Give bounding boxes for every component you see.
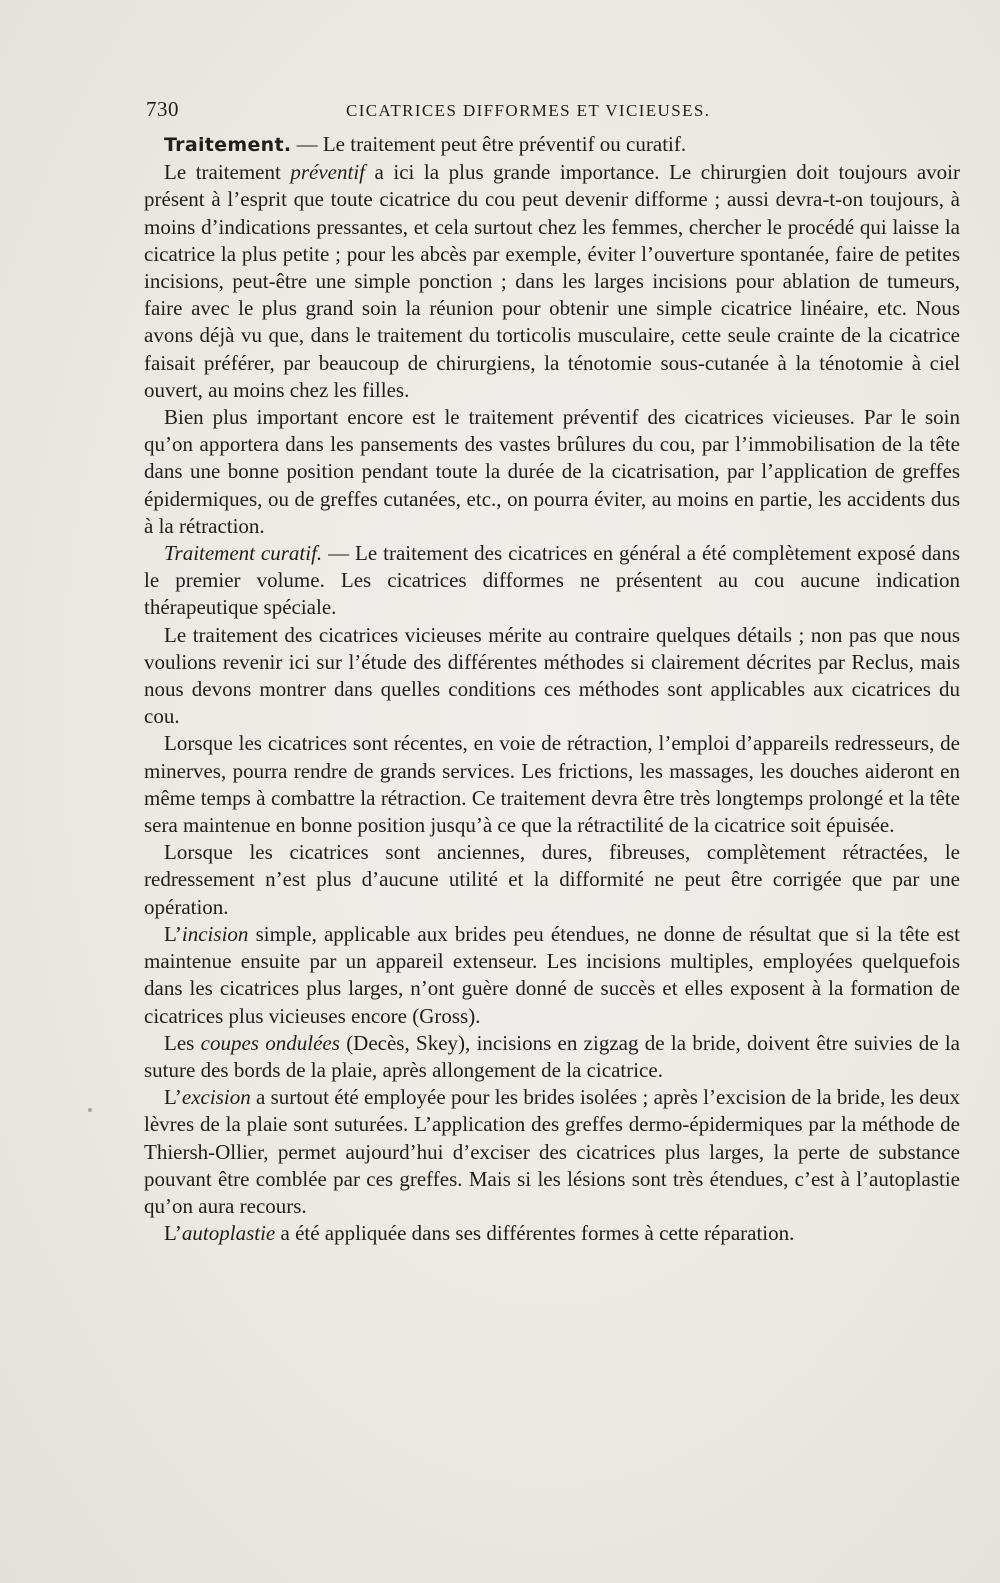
paragraph: [144, 1030, 960, 1084]
page-header: [146, 97, 760, 127]
paragraph: [144, 1084, 960, 1220]
paragraph: [144, 1220, 960, 1247]
text-run: — Le traitement peut être préventif ou curatif.: [291, 132, 687, 156]
paragraph: [144, 730, 960, 839]
paragraph: [144, 839, 960, 921]
text-run: L’: [164, 1221, 182, 1246]
text-run: a été appliquée dans ses différentes formes à cette réparation.: [275, 1221, 795, 1246]
page-number: 730: [146, 97, 179, 121]
italic-term: excision: [181, 1085, 251, 1110]
italic-term: coupes ondulées: [200, 1030, 340, 1055]
paragraph: [144, 622, 960, 731]
paragraph: [144, 404, 960, 540]
text-run: L’: [164, 921, 182, 946]
italic-term: incision: [181, 921, 249, 946]
text-run: (Decès, Skey), incisions en zigzag de la bride, doivent être suivies de la suture des bords de la plaie, après allongement de la cicatrice.: [144, 1030, 960, 1082]
text-run: Le traitement: [164, 160, 291, 185]
italic-term: préventif: [290, 160, 365, 185]
text-run: Lorsque les cicatrices sont anciennes, dures, fibreuses, complètement rétractées, le redressement n’est plus d’aucune utilité et la difformité ne peut être corrigée que par une opération.: [144, 840, 960, 919]
body-text: [144, 131, 960, 1247]
italic-term: autoplastie: [181, 1221, 276, 1246]
text-run: Les: [164, 1030, 201, 1055]
text-run: a surtout été employée pour les brides isolées ; après l’excision de la bride, les deux lèvres de la plaie sont suturées. L’application des greffes dermo-épidermiques par la méthode de Thiersh-Ollier, permet aujourd’hui d’exciser des cicatrices plus larges, la perte de substance pouvant être comblée par ces greffes. Mais si les lésions sont très étendues, c’est à l’autoplastie qu’on aura recours.: [144, 1085, 960, 1218]
text-run: Lorsque les cicatrices sont récentes, en voie de rétraction, l’emploi d’appareils redresseurs, de minerves, pourra rendre de grands services. Les frictions, les massages, les douches aideront en même temps à combattre la rétraction. Ce traitement devra être très longtemps prolongé et la tête sera maintenue en bonne position jusqu’à ce que la rétractilité de la cicatrice soit épuisée.: [144, 731, 960, 838]
text-run: Bien plus important encore est le traitement préventif des cicatrices vicieuses. Par le soin qu’on apportera dans les pansements des vastes brûlures du cou, par l’immobilisation de la tête dans une bonne position pendant toute la durée de la cicatrisation, par l’application de greffes épidermiques, ou de greffes cutanées, etc., on pourra éviter, au moins en partie, les accidents dus à la rétraction.: [144, 405, 960, 538]
text-run: Le traitement des cicatrices vicieuses mérite au contraire quelques détails ; non pas que nous voulions revenir ici sur l’étude des différentes méthodes si clairement décrites par Reclus, mais nous devons montrer dans quelles conditions ces méthodes sont applicables aux cicatrices du cou.: [144, 622, 960, 729]
text-run: a ici la plus grande importance. Le chirurgien doit toujours avoir présent à l’esprit que toute cicatrice du cou peut devenir difforme ; aussi devra-t-on toujours, à moins d’indications pressantes, et cela surtout chez les femmes, chercher le procédé qui laisse la cicatrice la plus petite ; pour les abcès par exemple, éviter l’ouverture spontanée, faire de petites incisions, peut-être une simple ponction ; dans les larges incisions pour ablation de tumeurs, faire avec le plus grand soin la réunion pour obtenir une simple cicatrice linéaire, etc. Nous avons déjà vu que, dans le traitement du torticolis musculaire, cette seule crainte de la cicatrice faisait préférer, par beaucoup de chirurgiens, la ténotomie sous-cutanée à la ténotomie à ciel ouvert, au moins chez les filles.: [144, 160, 960, 402]
print-speck: [88, 1108, 92, 1112]
paragraph: [144, 159, 960, 404]
paragraph: [144, 131, 960, 159]
text-run: — Le traitement des cicatrices en général a été complètement exposé dans le premier volume. Les cicatrices difformes ne présentent au cou aucune indication thérapeutique spéciale.: [144, 541, 961, 620]
text-run: simple, applicable aux brides peu étendues, ne donne de résultat que si la tête est maintenue ensuite par un appareil extenseur. Les incisions multiples, employées quelquefois dans les cicatrices plus larges, n’ont guère donné de succès et elles exposent à la formation de cicatrices plus vicieuses encore (Gross).: [144, 921, 960, 1028]
paragraph: [144, 921, 960, 1030]
paragraph: [144, 540, 960, 622]
text-run: L’: [164, 1085, 182, 1110]
italic-term: Traitement curatif.: [164, 541, 323, 566]
running-head: CICATRICES DIFFORMES ET VICIEUSES.: [346, 101, 711, 120]
section-heading: Traitement.: [164, 134, 292, 156]
